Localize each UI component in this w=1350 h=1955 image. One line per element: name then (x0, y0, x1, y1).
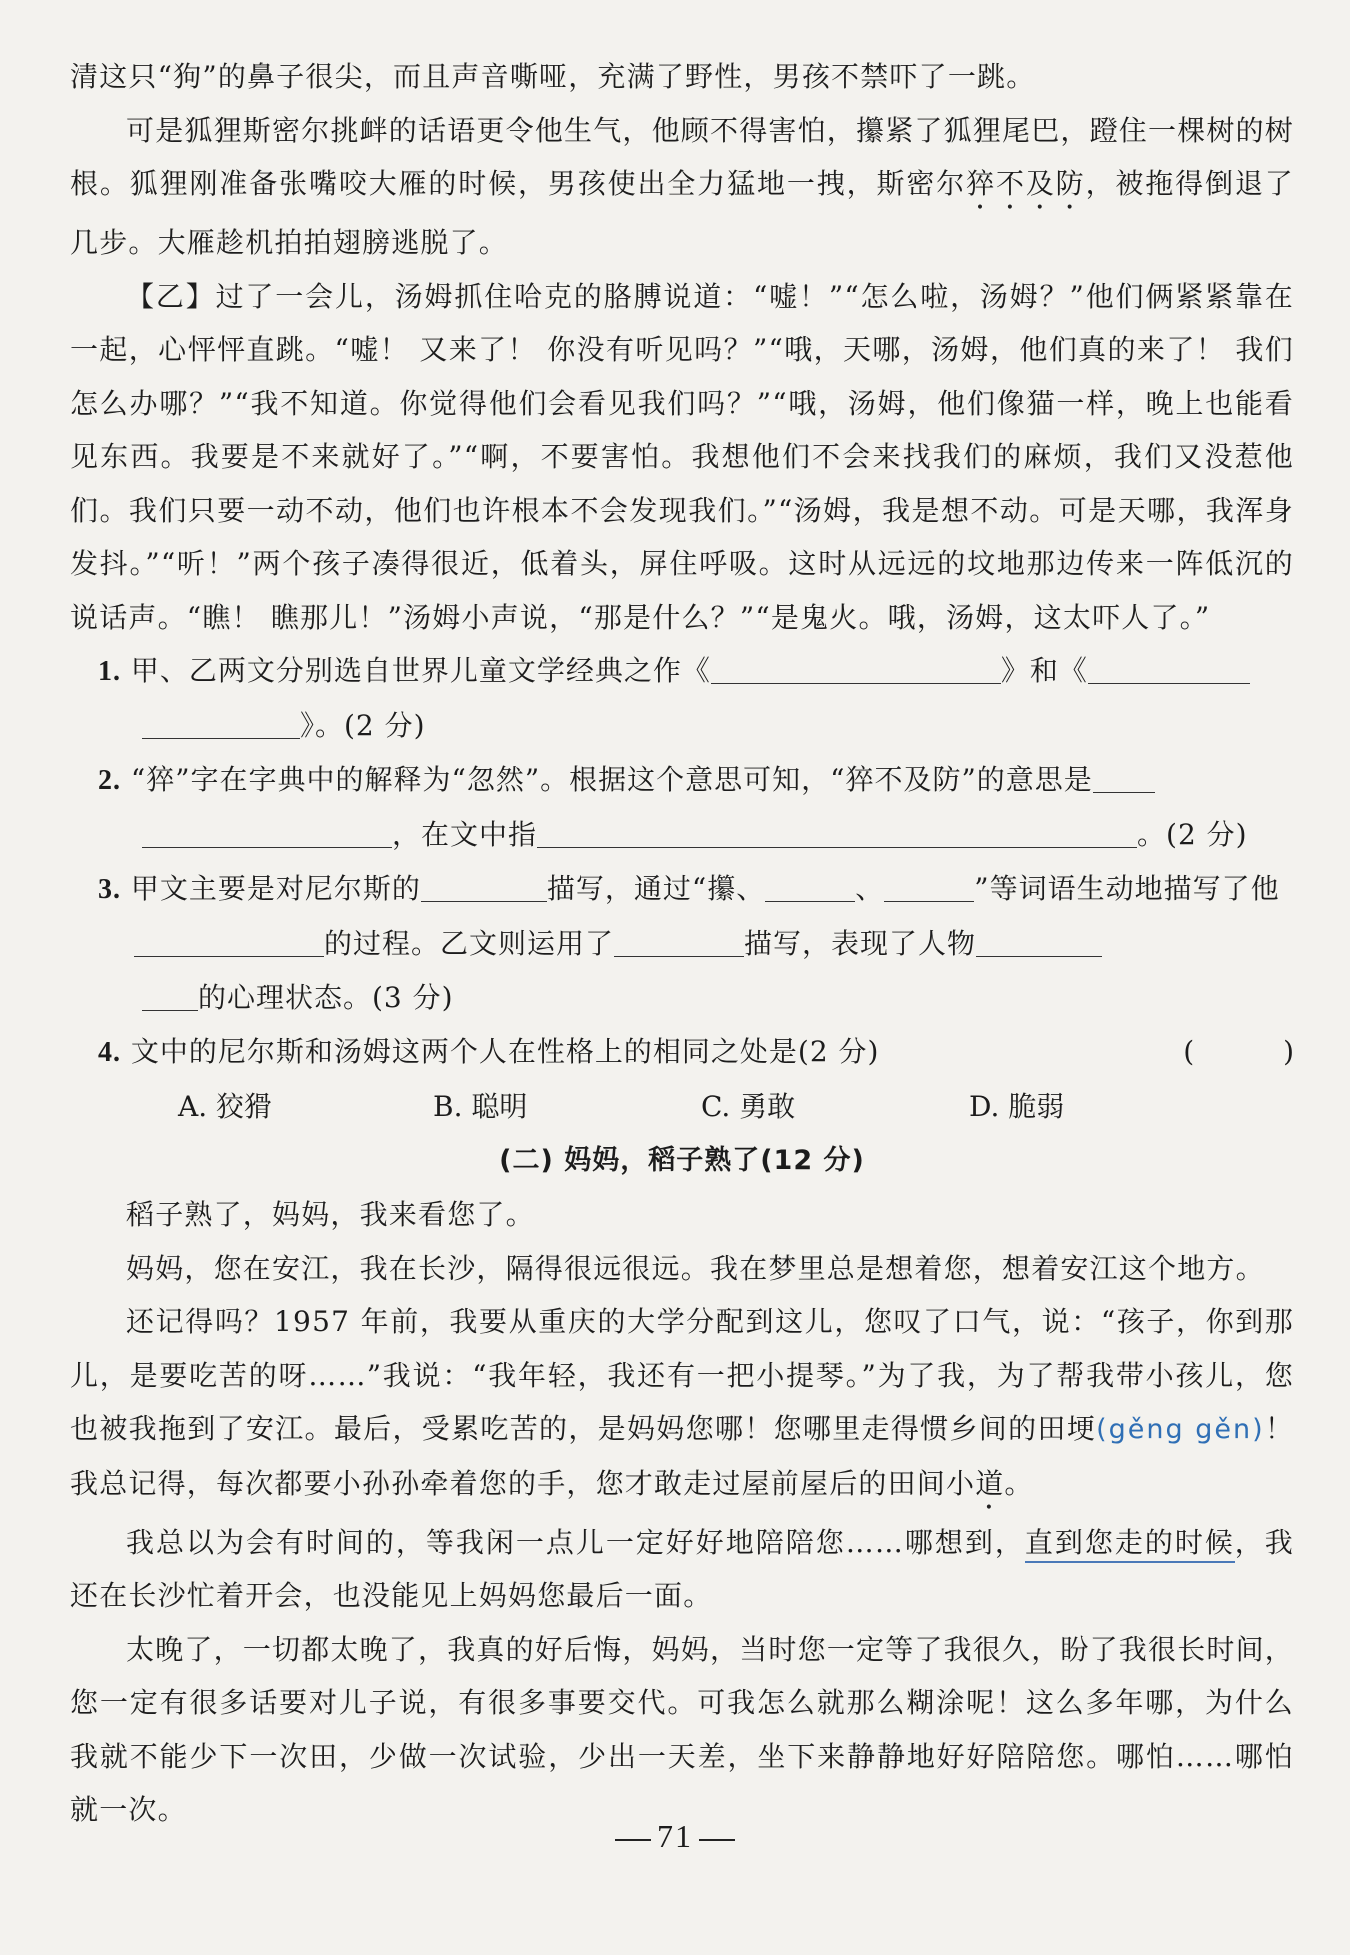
question-text: 文中的尼尔斯和汤姆这两个人在性格上的相同之处是(2 分) (130, 1035, 880, 1068)
question-text: ，在文中指 (392, 818, 538, 851)
question-text: 的心理状态。(3 分) (198, 981, 454, 1014)
option-b[interactable]: B. 聪明 (433, 1090, 528, 1123)
question-text: 甲文主要是对尼尔斯的 (130, 872, 421, 905)
question-text: 。(2 分) (1137, 818, 1248, 851)
paragraph-text: 稻子熟了，妈妈，我来看您了。 (126, 1198, 535, 1231)
answer-blank[interactable] (884, 873, 974, 902)
emphasized-idiom: 猝不及防 (966, 167, 1086, 200)
passage-a-line (70, 50, 1294, 104)
section2-paragraph-5 (70, 1623, 1294, 1837)
question-text: “猝”字在字典中的解释为“忽然”。根据这个意思可知，“猝不及防”的意思是 (130, 763, 1093, 796)
passage-a-text-end: ，被拖得倒退了几步。大雁趁机拍拍翅膀逃脱了。 (70, 167, 1294, 259)
answer-blank[interactable] (142, 819, 392, 848)
answer-blank[interactable] (142, 710, 300, 739)
paragraph-text: 太晚了，一切都太晚了，我真的好后悔，妈妈，当时您一定等了我很久，盼了我很长时间，您一定有很多话要对儿子说，有很多事要交代。可我怎么就那么糊涂呢！这么多年哪，为什么我就不能少下一次田，少做一次试验，少出一天差，坐下来静静地好好陪陪您。哪怕……哪怕就一次。 (70, 1632, 1295, 1826)
emphasized-char: 道 (975, 1466, 1005, 1500)
paragraph-text: 我总以为会有时间的，等我闲一点儿一定好好地陪陪您……哪想到， (126, 1525, 1025, 1559)
page-number-text: 71 (657, 1818, 693, 1854)
option-c[interactable]: C. 勇敢 (701, 1090, 796, 1123)
annotated-char: 埂 (1066, 1412, 1097, 1445)
passage-a-line-text: 清这只“狗”的鼻子很尖，而且声音嘶哑，充满了野性，男孩不禁吓了一跳。 (70, 60, 1036, 93)
section2-paragraph-3 (70, 1295, 1294, 1516)
page-content (70, 50, 1334, 1837)
paragraph-text: ！我总记得，每次都要小孙孙牵着您的手，您才敢走过屋前屋后的田间小 (70, 1412, 1295, 1500)
section2-paragraph-2 (70, 1242, 1294, 1296)
question-3 (70, 862, 1294, 1025)
question-text: 》。(2 分) (300, 709, 426, 742)
question-number: 3. (98, 874, 121, 905)
handwritten-pinyin: (gěng gěn) (1096, 1414, 1265, 1445)
question-text: 的过程。乙文则运用了 (324, 927, 615, 960)
answer-blank[interactable] (976, 928, 1102, 957)
answer-blank[interactable] (1088, 655, 1250, 684)
answer-blank[interactable] (537, 819, 1137, 848)
paragraph-text: 还记得吗？1957 年前，我要从重庆的大学分配到这儿，您叹了口气，说：“孩子，你到那儿，是要吃苦的呀……”我说：“我年轻，我还有一把小提琴。”为了我，为了帮我带小孩儿，您也被我拖到了安江。最后，受累吃苦的，是妈妈您哪！您哪里走得惯乡间的田 (70, 1305, 1294, 1445)
answer-blank[interactable] (765, 873, 855, 902)
question-text: 》和《 (1000, 654, 1088, 687)
question-4-options (70, 1080, 1294, 1134)
paragraph-text: ，我还在长沙忙着开会，也没能见上妈妈您最后一面。 (70, 1525, 1294, 1612)
page-number (0, 1818, 1350, 1855)
answer-blank[interactable] (421, 873, 547, 902)
option-a[interactable]: A. 狡猾 (178, 1090, 273, 1123)
question-number: 4. (98, 1037, 121, 1068)
option-d[interactable]: D. 脆弱 (969, 1090, 1065, 1123)
question-4 (70, 1025, 1334, 1080)
question-text: ”等词语生动地描写了他 (974, 872, 1280, 905)
question-text: 、 (855, 872, 885, 905)
underlined-phrase: 直到您走的时候 (1025, 1526, 1235, 1563)
page-number-dash-right (699, 1839, 735, 1841)
answer-blank[interactable] (711, 655, 1001, 684)
answer-blank[interactable] (142, 982, 198, 1011)
passage-a-paragraph (70, 104, 1294, 270)
answer-parentheses[interactable]: ( ) (1183, 1035, 1334, 1068)
question-number: 2. (98, 765, 121, 796)
question-2 (70, 753, 1294, 862)
passage-b-paragraph (70, 270, 1294, 645)
question-number: 1. (98, 656, 121, 687)
passage-b-text: 【乙】过了一会儿，汤姆抓住哈克的胳膊说道：“嘘！”“怎么啦，汤姆？”他们俩紧紧靠在一起，心怦怦直跳。“嘘！ 又来了！ 你没有听见吗？”“哦，天哪，汤姆，他们真的来了！ 我们怎么办哪？”“我不知道。你觉得他们会看见我们吗？”“哦，汤姆，他们像猫一样，晚上也能看见东西。我要是不来就好了。”“啊，不要害怕。我想他们不会来找我们的麻烦，我们又没惹他们。我们只要一动不动，他们也许根本不会发现我们。”“汤姆，我是想不动。可是天哪，我浑身发抖。”“听！”两个孩子凑得很近，低着头，屏住呼吸。这时从远远的坟地那边传来一阵低沉的说话声。“瞧！ 瞧那儿！”汤姆小声说，“那是什么？”“是鬼火。哦，汤姆，这太吓人了。” (70, 279, 1294, 634)
question-1 (70, 644, 1294, 753)
section2-paragraph-1 (70, 1188, 1294, 1242)
answer-blank[interactable] (134, 928, 324, 957)
question-text: 描写，表现了人物 (744, 927, 977, 960)
answer-blank[interactable] (614, 928, 744, 957)
page-number-dash-left (615, 1839, 651, 1841)
question-text: 描写，通过“攥、 (546, 872, 766, 905)
section-title: (二) 妈妈，稻子熟了(12 分) (499, 1145, 865, 1176)
passage-a-text: 可是狐狸斯密尔挑衅的话语更令他生气，他顾不得害怕，攥紧了狐狸尾巴，蹬住一棵树的树根。狐狸刚准备张嘴咬大雁的时候，男孩使出全力猛地一拽，斯密尔 (70, 113, 1295, 200)
question-text: 甲、乙两文分别选自世界儿童文学经典之作《 (130, 654, 711, 687)
answer-blank[interactable] (1093, 764, 1155, 793)
section2-paragraph-4 (70, 1516, 1294, 1623)
paragraph-text: 妈妈，您在安江，我在长沙，隔得很远很远。我在梦里总是想着您，想着安江这个地方。 (126, 1251, 1265, 1285)
paragraph-text: 。 (1004, 1466, 1034, 1500)
